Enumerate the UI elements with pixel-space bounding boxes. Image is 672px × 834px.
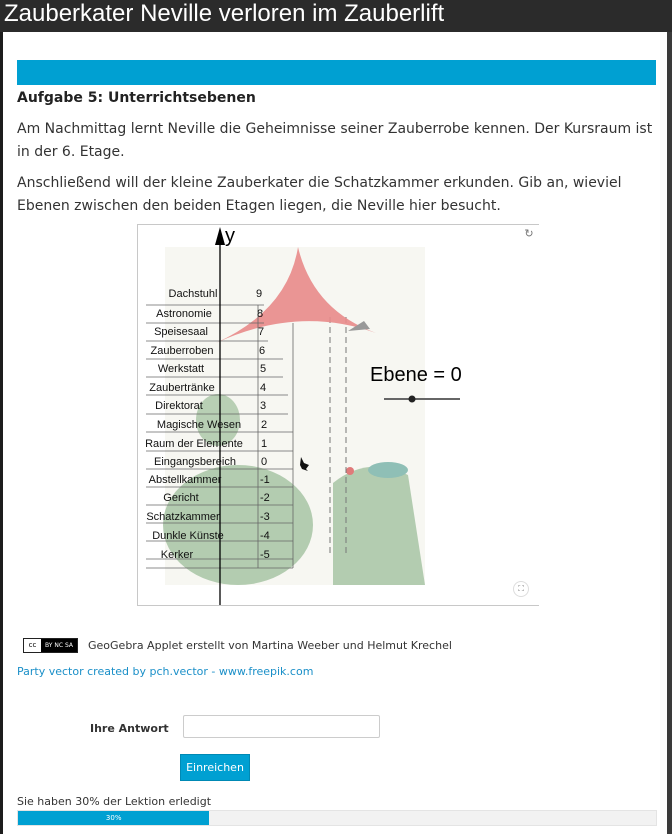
level-name: Schatzkammer [146,511,220,523]
y-axis-arrow [215,227,225,245]
level-number: 3 [260,400,267,412]
slider-label[interactable]: Ebene = 0 [370,364,462,386]
level-name: Zauberroben [150,345,214,357]
scrollbar[interactable] [667,32,672,834]
level-name: Werkstatt [157,363,205,375]
level-name: Dunkle Künste [152,530,224,542]
geogebra-applet[interactable] [137,224,539,606]
cc-license-badge[interactable] [23,638,78,653]
level-number: -5 [260,549,270,561]
window-title: Zauberkater Neville verloren im Zauberlift [0,0,672,32]
progress-bar [17,810,657,826]
header-banner [17,60,656,85]
level-number: 8 [257,308,264,320]
level-number: 7 [258,326,265,338]
level-number: 0 [261,456,268,468]
applet-drawing [138,225,539,605]
mushroom [346,467,354,475]
right-bushes [368,462,408,478]
progress-fill [18,811,209,825]
cc-icon: cc [24,639,41,652]
task-paragraph-1: Am Nachmittag lernt Neville die Geheimnisse seiner Zauberrobe kennen. Der Kursraum ist in der 6. Etage. [17,121,653,160]
level-number: -1 [260,474,270,486]
fullscreen-icon[interactable]: ⛶ [513,581,529,597]
slider-handle [409,396,416,403]
level-name: Raum der Elemente [145,438,243,450]
task-heading: Aufgabe 5: Unterrichtsebenen [17,90,256,106]
level-name: Eingangsbereich [154,456,236,468]
level-name: Abstellkammer [148,474,222,486]
refresh-icon[interactable]: ↻ [524,227,534,240]
lesson-page [3,32,667,834]
cc-license-text: BY NC SA [41,639,77,652]
level-name: Direktorat [155,400,203,412]
applet-credits [23,638,452,653]
level-number: -3 [260,511,270,523]
level-number: 5 [260,363,267,375]
applet-credit-text: GeoGebra Applet erstellt von Martina Weeber und Helmut Krechel [88,639,452,652]
level-name: Magische Wesen [156,419,242,431]
level-name: Gericht [163,492,199,504]
level-name: Speisesaal [154,326,208,338]
vector-credit-link[interactable]: Party vector created by pch.vector - www.freepik.com [17,665,314,678]
level-name: Zaubertränke [149,382,215,394]
level-name: Dachstuhl [168,288,218,300]
answer-label: Ihre Antwort [90,722,169,735]
y-axis-label: y [225,225,235,247]
level-number: -4 [260,530,270,542]
progress-percent-label: 30% [105,814,122,822]
level-number: 4 [260,382,267,394]
answer-input[interactable] [183,715,380,738]
level-number: 9 [256,288,263,300]
task-paragraph-2: Anschließend will der kleine Zauberkater die Schatzkammer erkunden. Gib an, wieviel Ebenen zwischen den beiden Etagen liegen, die Neville hier besucht. [17,175,622,214]
level-number: 1 [261,438,268,450]
level-number: -2 [260,492,270,504]
level-number: 2 [261,419,268,431]
level-number: 6 [259,345,266,357]
level-name: Kerker [160,549,194,561]
progress-text: Sie haben 30% der Lektion erledigt [17,795,212,808]
submit-button[interactable]: Einreichen [180,754,250,781]
level-name: Astronomie [156,308,212,320]
